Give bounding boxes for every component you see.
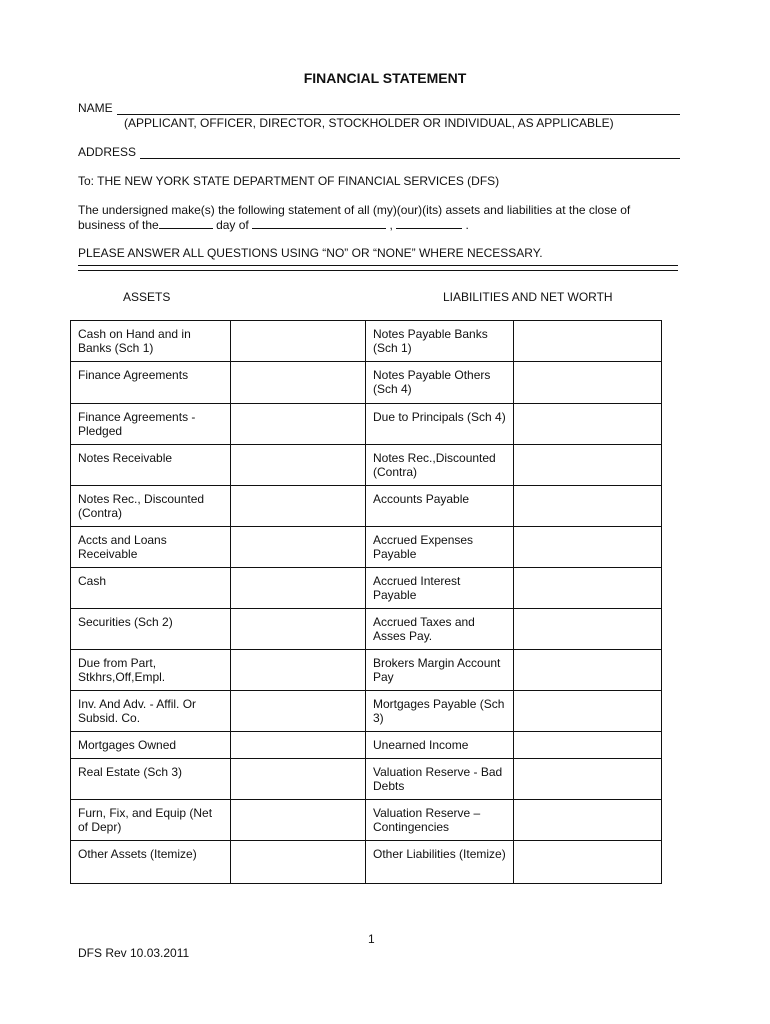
liability-label: Accrued Expenses Payable	[366, 527, 514, 568]
liability-amount-cell[interactable]	[514, 732, 662, 759]
table-row	[71, 321, 662, 362]
table-row	[71, 609, 662, 650]
liability-amount-cell[interactable]	[514, 691, 662, 732]
asset-label: Securities (Sch 2)	[71, 609, 231, 650]
statement-line-1: The undersigned make(s) the following statement of all (my)(our)(its) assets and liabilities at the close of	[78, 203, 631, 217]
liability-label: Brokers Margin Account Pay	[366, 650, 514, 691]
liability-amount-cell[interactable]	[514, 321, 662, 362]
address-label: ADDRESS	[78, 145, 137, 159]
double-rule-divider	[78, 265, 678, 271]
liability-label: Accrued Taxes and Asses Pay.	[366, 609, 514, 650]
liability-label: Accrued Interest Payable	[366, 568, 514, 609]
liability-amount-cell[interactable]	[514, 841, 662, 884]
table-row	[71, 362, 662, 404]
liability-amount-cell[interactable]	[514, 445, 662, 486]
table-row	[71, 650, 662, 691]
asset-amount-cell[interactable]	[231, 362, 366, 404]
table-row	[71, 404, 662, 445]
asset-label: Other Assets (Itemize)	[71, 841, 231, 884]
asset-label: Real Estate (Sch 3)	[71, 759, 231, 800]
table-row	[71, 486, 662, 527]
liability-amount-cell[interactable]	[514, 650, 662, 691]
asset-amount-cell[interactable]	[231, 800, 366, 841]
liability-label: Accounts Payable	[366, 486, 514, 527]
liabilities-header: LIABILITIES AND NET WORTH	[443, 290, 613, 304]
statement-comma: ,	[389, 218, 393, 232]
asset-label: Notes Receivable	[71, 445, 231, 486]
asset-label: Finance Agreements	[71, 362, 231, 404]
asset-amount-cell[interactable]	[231, 650, 366, 691]
liability-label: Due to Principals (Sch 4)	[366, 404, 514, 445]
asset-amount-cell[interactable]	[231, 609, 366, 650]
address-input-line[interactable]	[140, 146, 680, 159]
liability-amount-cell[interactable]	[514, 568, 662, 609]
name-field-row	[78, 101, 680, 115]
liability-amount-cell[interactable]	[514, 609, 662, 650]
address-field-row	[78, 145, 680, 159]
table-row	[71, 568, 662, 609]
asset-label: Accts and Loans Receivable	[71, 527, 231, 568]
asset-label: Inv. And Adv. - Affil. Or Subsid. Co.	[71, 691, 231, 732]
statement-business-of-label: business of the	[78, 218, 159, 232]
table-row	[71, 759, 662, 800]
revision-footer: DFS Rev 10.03.2011	[78, 946, 190, 960]
table-row	[71, 841, 662, 884]
assets-header: ASSETS	[123, 290, 171, 304]
liability-label: Mortgages Payable (Sch 3)	[366, 691, 514, 732]
asset-label: Notes Rec., Discounted (Contra)	[71, 486, 231, 527]
statement-day-of-label: day of	[216, 218, 249, 232]
liability-amount-cell[interactable]	[514, 404, 662, 445]
asset-label: Cash	[71, 568, 231, 609]
page-number: 1	[368, 932, 375, 946]
asset-amount-cell[interactable]	[231, 759, 366, 800]
liability-amount-cell[interactable]	[514, 800, 662, 841]
instructions-line: PLEASE ANSWER ALL QUESTIONS USING “NO” OR “NONE” WHERE NECESSARY.	[78, 246, 543, 260]
liability-label: Notes Payable Others (Sch 4)	[366, 362, 514, 404]
liability-amount-cell[interactable]	[514, 486, 662, 527]
liability-amount-cell[interactable]	[514, 759, 662, 800]
asset-amount-cell[interactable]	[231, 486, 366, 527]
page-title: FINANCIAL STATEMENT	[303, 70, 467, 86]
asset-label: Cash on Hand and in Banks (Sch 1)	[71, 321, 231, 362]
statement-line-2	[78, 217, 469, 232]
liability-amount-cell[interactable]	[514, 527, 662, 568]
asset-amount-cell[interactable]	[231, 527, 366, 568]
liability-label: Valuation Reserve – Contingencies	[366, 800, 514, 841]
asset-label: Due from Part, Stkhrs,Off,Empl.	[71, 650, 231, 691]
asset-amount-cell[interactable]	[231, 445, 366, 486]
statement-period: .	[465, 218, 469, 232]
asset-amount-cell[interactable]	[231, 568, 366, 609]
table-row	[71, 527, 662, 568]
asset-amount-cell[interactable]	[231, 691, 366, 732]
liability-amount-cell[interactable]	[514, 362, 662, 404]
name-label: NAME	[78, 101, 113, 115]
asset-amount-cell[interactable]	[231, 321, 366, 362]
asset-label: Furn, Fix, and Equip (Net of Depr)	[71, 800, 231, 841]
liability-label: Valuation Reserve - Bad Debts	[366, 759, 514, 800]
asset-amount-cell[interactable]	[231, 732, 366, 759]
name-caption: (APPLICANT, OFFICER, DIRECTOR, STOCKHOLDER OR INDIVIDUAL, AS APPLICABLE)	[124, 116, 614, 130]
table-row	[71, 691, 662, 732]
table-row	[71, 445, 662, 486]
liability-label: Notes Payable Banks (Sch 1)	[366, 321, 514, 362]
recipient-line: To: THE NEW YORK STATE DEPARTMENT OF FINANCIAL SERVICES (DFS)	[78, 174, 500, 188]
asset-label: Finance Agreements - Pledged	[71, 404, 231, 445]
financial-statement-table	[70, 320, 662, 884]
day-of-blank[interactable]	[252, 217, 386, 229]
liability-label: Notes Rec.,Discounted (Contra)	[366, 445, 514, 486]
asset-amount-cell[interactable]	[231, 404, 366, 445]
liability-label: Other Liabilities (Itemize)	[366, 841, 514, 884]
asset-label: Mortgages Owned	[71, 732, 231, 759]
table-row	[71, 800, 662, 841]
year-blank[interactable]	[396, 217, 462, 229]
business-of-blank[interactable]	[159, 217, 213, 229]
asset-amount-cell[interactable]	[231, 841, 366, 884]
name-input-line[interactable]	[117, 102, 680, 115]
liability-label: Unearned Income	[366, 732, 514, 759]
table-row	[71, 732, 662, 759]
